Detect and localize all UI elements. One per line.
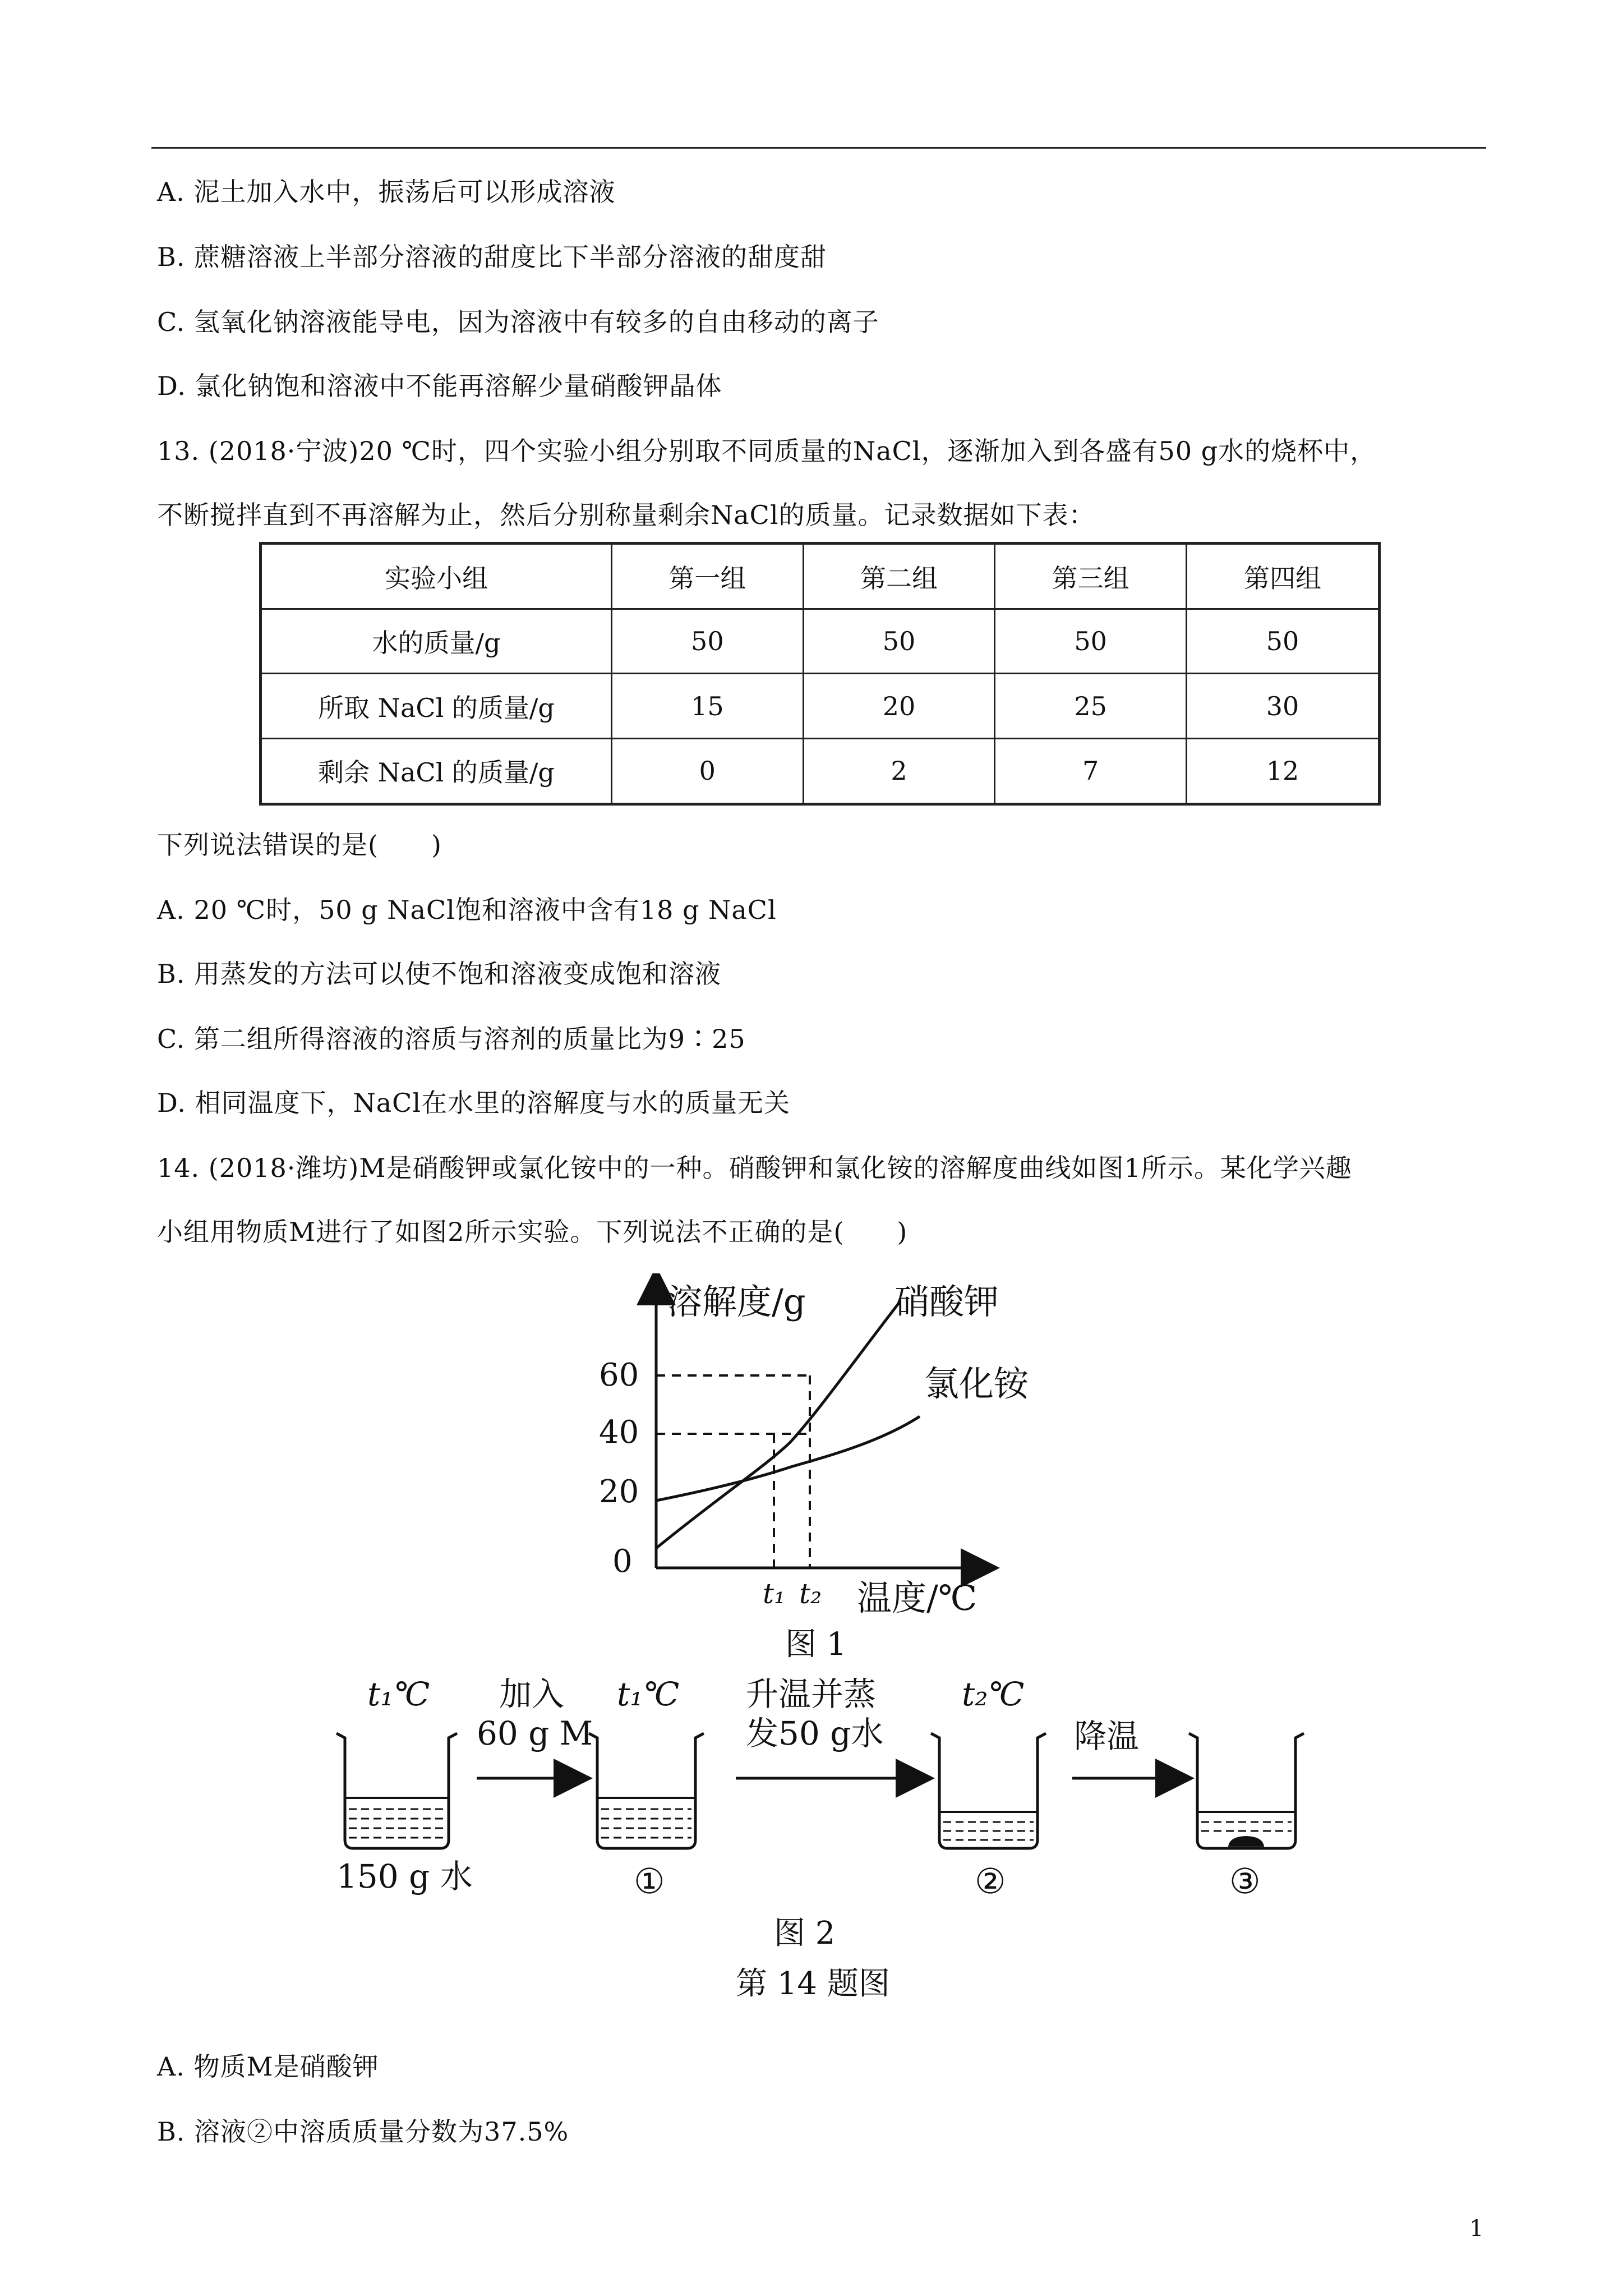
beaker-1-label: ①	[634, 1861, 665, 1902]
solubility-curve-figure	[583, 1273, 1066, 1666]
step2-label: 升温并蒸	[746, 1675, 877, 1713]
table-header-cell: 第四组	[1186, 544, 1379, 609]
q13-stem-line1: 13. (2018·宁波)20 ℃时，四个实验小组分别取不同质量的NaCl，逐渐加入到各盛有50 g水的烧杯中，	[157, 436, 1377, 466]
figure-2-caption: 图 2	[774, 1915, 836, 1952]
q13-data-table	[259, 542, 1381, 806]
table-cell: 50	[995, 609, 1187, 674]
beaker-1	[589, 1733, 704, 1848]
y-axis-label: 溶解度/g	[667, 1281, 806, 1322]
beaker-1-temp: t₁℃	[617, 1675, 680, 1713]
q13-option-c: C. 第二组所得溶液的溶质与溶剂的质量比为9∶25	[157, 1024, 746, 1054]
q12-option-c: C. 氢氧化钠溶液能导电，因为溶液中有较多的自由移动的离子	[157, 307, 879, 337]
beaker-3-label: ③	[1229, 1861, 1261, 1902]
table-cell: 25	[995, 674, 1187, 738]
table-cell: 7	[995, 738, 1187, 804]
beaker-initial	[336, 1733, 457, 1848]
beaker-initial-label: 150 g 水	[336, 1857, 473, 1895]
x-axis-label: 温度/℃	[857, 1577, 978, 1618]
beaker-3	[1189, 1733, 1304, 1848]
header-rule	[151, 147, 1486, 149]
q13-option-a: A. 20 ℃时，50 g NaCl饱和溶液中含有18 g NaCl	[157, 895, 777, 925]
table-header-cell: 第三组	[995, 544, 1187, 609]
q12-option-a: A. 泥土加入水中，振荡后可以形成溶液	[157, 177, 616, 207]
q13-stem-line2: 不断搅拌直到不再溶解为止，然后分别称量剩余NaCl的质量。记录数据如下表：	[157, 500, 1095, 530]
table-cell: 剩余 NaCl 的质量/g	[261, 738, 612, 804]
step3-label: 降温	[1074, 1717, 1140, 1755]
table-cell: 水的质量/g	[261, 609, 612, 674]
kno3-curve	[656, 1301, 900, 1548]
step2-label: 发50 g水	[746, 1714, 884, 1752]
q14-stem-line2: 小组用物质M进行了如图2所示实验。下列说法不正确的是( )	[157, 1217, 908, 1247]
q12-option-d: D. 氯化钠饱和溶液中不能再溶解少量硝酸钾晶体	[157, 371, 722, 401]
page-number: 1	[1469, 2216, 1484, 2242]
crystal-precipitate	[1228, 1836, 1264, 1847]
table-cell: 15	[612, 674, 804, 738]
table-row	[261, 738, 1380, 804]
x-tick-label: t₂	[799, 1577, 822, 1610]
table-cell: 50	[803, 609, 995, 674]
y-tick-label: 0	[612, 1543, 633, 1580]
y-tick-label: 60	[599, 1357, 639, 1393]
step1-label: 加入	[499, 1675, 565, 1713]
table-cell: 2	[803, 738, 995, 804]
x-tick-label: t₁	[763, 1577, 786, 1610]
table-header-row	[261, 544, 1380, 609]
table-header-cell: 第一组	[612, 544, 804, 609]
table-cell: 20	[803, 674, 995, 738]
nh4cl-curve-label: 氯化铵	[924, 1363, 1029, 1404]
table-header-cell: 第二组	[803, 544, 995, 609]
nh4cl-curve	[656, 1416, 920, 1501]
q14-stem-line1: 14. (2018·潍坊)M是硝酸钾或氯化铵中的一种。硝酸钾和氯化铵的溶解度曲线如图1所示。某化学兴趣	[157, 1153, 1352, 1183]
figure-1-caption: 图 1	[785, 1626, 847, 1663]
step1-label: 60 g M	[477, 1714, 593, 1752]
beaker-2-temp: t₂℃	[962, 1675, 1025, 1713]
beaker-experiment-figure	[314, 1672, 1324, 2019]
figure-caption: 第 14 题图	[736, 1966, 890, 2002]
q12-option-b: B. 蔗糖溶液上半部分溶液的甜度比下半部分溶液的甜度甜	[157, 242, 827, 272]
table-cell: 30	[1186, 674, 1379, 738]
table-cell: 12	[1186, 738, 1379, 804]
table-cell: 50	[1186, 609, 1379, 674]
y-tick-label: 40	[599, 1414, 639, 1451]
table-row	[261, 609, 1380, 674]
table-cell: 所取 NaCl 的质量/g	[261, 674, 612, 738]
table-cell: 0	[612, 738, 804, 804]
kno3-curve-label: 硝酸钾	[895, 1281, 999, 1322]
q13-option-b: B. 用蒸发的方法可以使不饱和溶液变成饱和溶液	[157, 959, 722, 989]
beaker-initial-temp: t₁℃	[367, 1675, 430, 1713]
table-cell: 50	[612, 609, 804, 674]
q14-option-b: B. 溶液②中溶质质量分数为37.5%	[157, 2116, 569, 2147]
table-header-cell: 实验小组	[261, 544, 612, 609]
table-row	[261, 674, 1380, 738]
beaker-2-label: ②	[975, 1861, 1006, 1902]
q13-option-d: D. 相同温度下，NaCl在水里的溶解度与水的质量无关	[157, 1088, 791, 1118]
q13-question: 下列说法错误的是( )	[157, 830, 442, 860]
beaker-2	[931, 1733, 1046, 1848]
q14-option-a: A. 物质M是硝酸钾	[157, 2051, 379, 2082]
y-tick-label: 20	[599, 1474, 639, 1510]
